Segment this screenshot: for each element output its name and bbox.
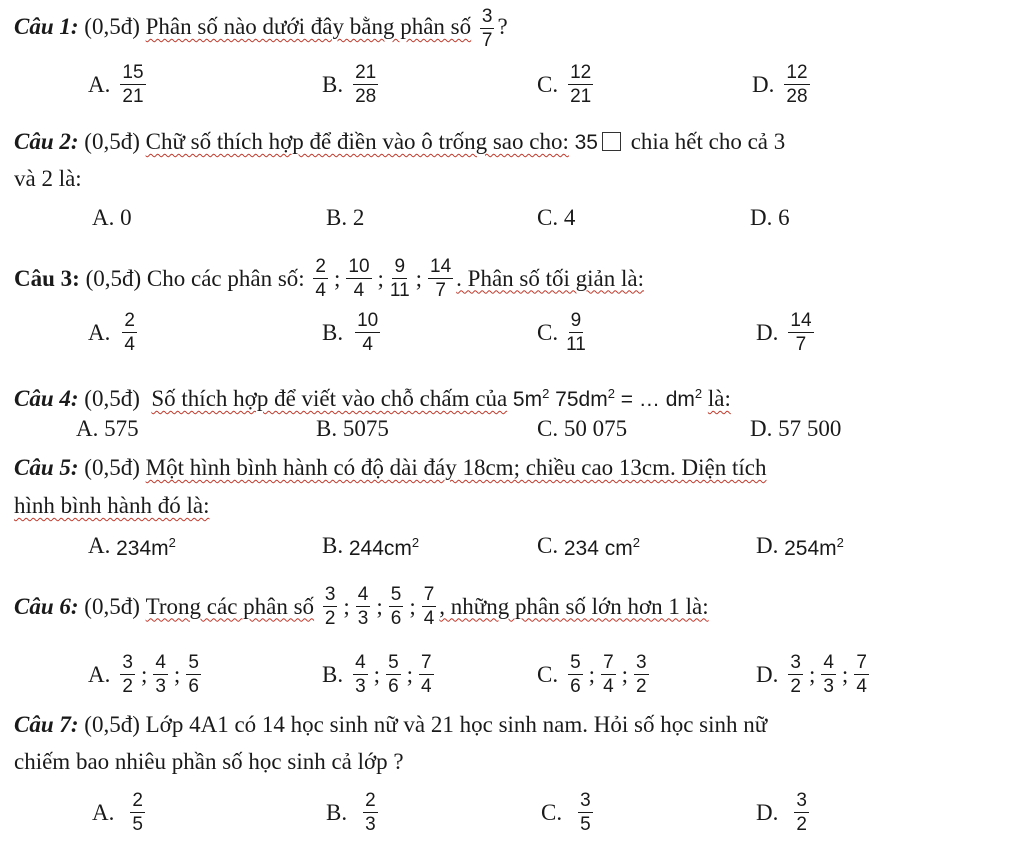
question-5-option-d[interactable]: D. $254m^2$ (756, 533, 844, 560)
question-3-option-b[interactable]: B. $\frac{10}{4}$ (322, 310, 379, 355)
question-5-stem-line2: hình bình hành đó là: (14, 493, 210, 518)
question-2-option-c[interactable]: C. 4 (537, 205, 576, 230)
question-7-option-c[interactable]: C. $\frac{3}{5}$ (541, 790, 591, 835)
question-1-option-b[interactable]: B. $\frac{21}{28}$ (322, 62, 377, 107)
question-2-stem: Câu 2: (0,5đ) Chữ số thích hợp để điền vào ô trống sao cho: 35 chia hết cho cả 3 (14, 129, 786, 154)
question-4-stem: Câu 4: (0,5đ) Số thích hợp để viết vào chỗ chấm của $5m^2$ $75dm^2$ = … $dm^2$ là: (14, 386, 731, 411)
question-7-option-a[interactable]: A. $\frac{2}{5}$ (92, 790, 143, 835)
question-3-option-d[interactable]: D. $\frac{14}{7}$ (756, 310, 812, 355)
question-7-stem: Câu 7: (0,5đ) Lớp 4A1 có 14 học sinh nữ và 21 học sinh nam. Hỏi số học sinh nữ (14, 712, 768, 737)
question-4-option-b[interactable]: B. 5075 (316, 416, 389, 441)
question-6-option-b[interactable]: B. $\frac{4}{3}$ ; $\frac{5}{6}$ ; $\frac{7}{4}$ (322, 652, 432, 697)
question-1-option-d[interactable]: D. $\frac{12}{28}$ (752, 62, 808, 107)
question-3-option-a[interactable]: A. $\frac{2}{4}$ (88, 310, 135, 355)
question-6-option-d[interactable]: D. $\frac{3}{2}$ ; $\frac{4}{3}$ ; $\frac{7}{4}$ (756, 652, 867, 697)
question-5-option-c[interactable]: C. 234 $cm^2$ (537, 533, 640, 560)
question-4-option-c[interactable]: C. 50 075 (537, 416, 628, 441)
question-3-stem: Câu 3: (0,5đ) Cho các phân số: $\frac{2}{4}$ ; $\frac{10}{4}$ ; $\frac{9}{11}$ ; $\frac{14}{7}$ . Phân số tối giản là: (14, 256, 644, 301)
question-2-option-a[interactable]: A. 0 (92, 205, 132, 230)
question-5-stem: Câu 5: (0,5đ) Một hình bình hành có độ dài đáy 18cm; chiều cao 13cm. Diện tích (14, 455, 767, 480)
blank-box[interactable] (602, 132, 621, 151)
question-2-option-d[interactable]: D. 6 (750, 205, 790, 230)
question-5-option-a[interactable]: A. $234m^2$ (88, 533, 176, 560)
question-5-option-b[interactable]: B. $244cm^2$ (322, 533, 420, 560)
question-7-option-d[interactable]: D. $\frac{3}{2}$ (756, 790, 807, 835)
fraction: $\frac{3}{7}$ (481, 6, 493, 51)
question-6-option-a[interactable]: A. $\frac{3}{2}$ ; $\frac{4}{3}$ ; $\frac{5}{6}$ (88, 652, 199, 697)
question-7-option-b[interactable]: B. $\frac{2}{3}$ (326, 790, 376, 835)
question-7-stem-line2: chiếm bao nhiêu phần số học sinh cả lớp ? (14, 749, 404, 774)
question-4-option-d[interactable]: D. 57 500 (750, 416, 842, 441)
question-1-stem: Câu 1: (0,5đ) Phân số nào dưới đây bằng phân số $\frac{3}{7}$ ? (14, 6, 508, 51)
question-6-stem: Câu 6: (0,5đ) Trong các phân số $\frac{3}{2}$ ; $\frac{4}{3}$ ; $\frac{5}{6}$ ; $\frac{7}{4}$ , những phân số lớn hơn 1 là: (14, 584, 709, 629)
question-6-option-c[interactable]: C. $\frac{5}{6}$ ; $\frac{7}{4}$ ; $\frac{3}{2}$ (537, 652, 647, 697)
question-1-option-c[interactable]: C. $\frac{12}{21}$ (537, 62, 592, 107)
question-4-option-a[interactable]: A. 575 (76, 416, 139, 441)
question-2-option-b[interactable]: B. 2 (326, 205, 365, 230)
question-1-option-a[interactable]: A. $\frac{15}{21}$ (88, 62, 144, 107)
question-3-option-c[interactable]: C. $\frac{9}{11}$ (537, 310, 586, 355)
question-2-stem-line2: và 2 là: (14, 166, 82, 191)
